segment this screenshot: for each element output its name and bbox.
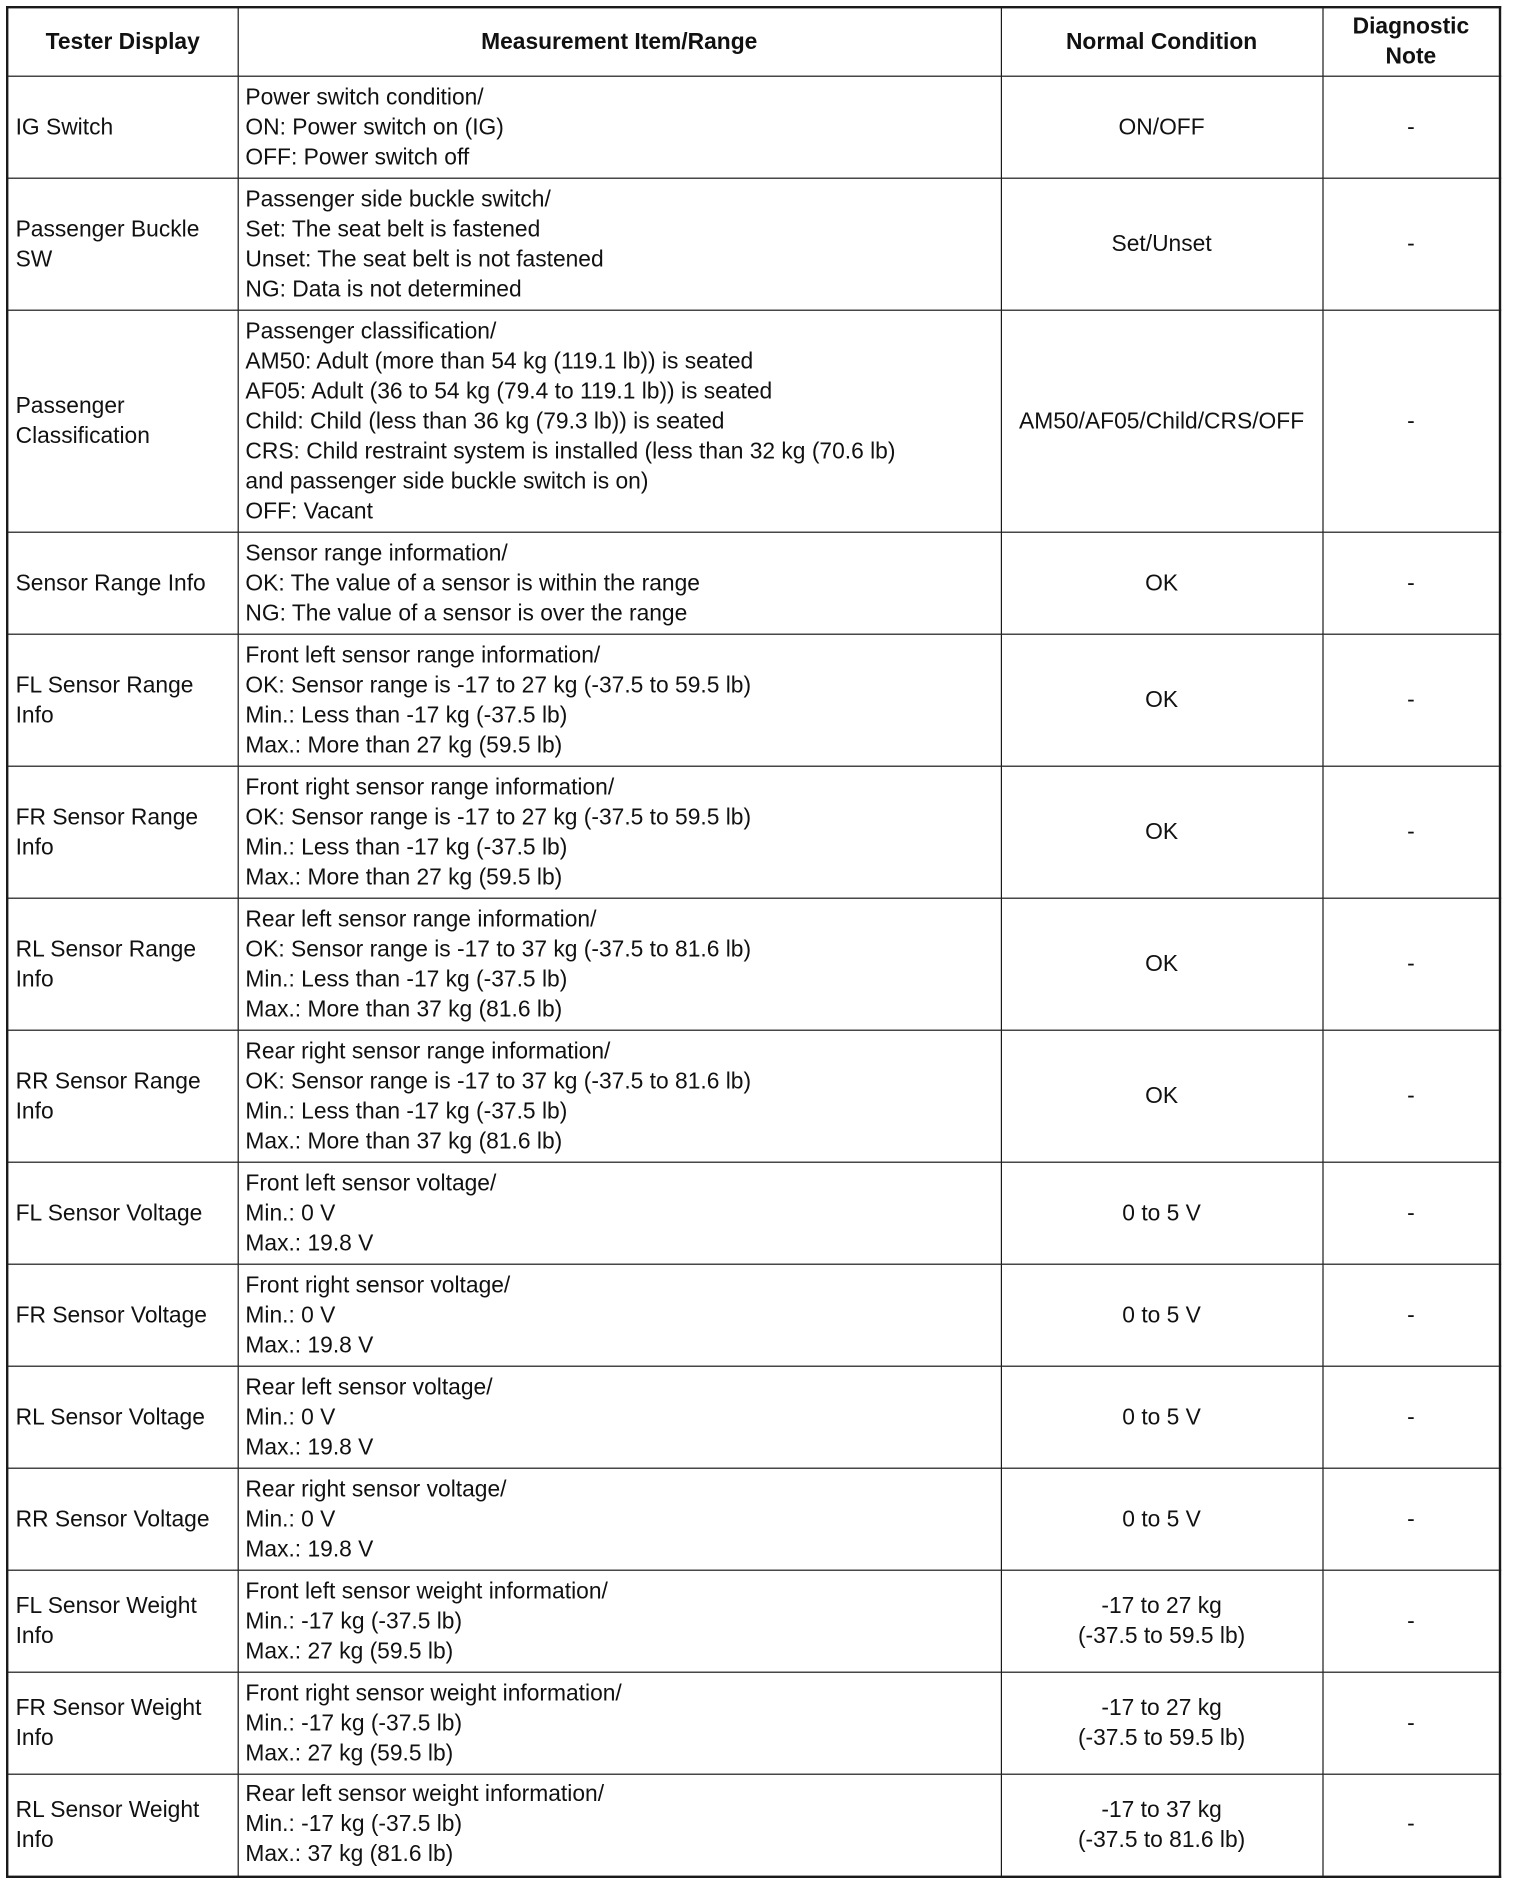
measurement-cell	[238, 1570, 1001, 1672]
normal-condition-line: OK	[1145, 687, 1179, 713]
normal-condition-cell	[1001, 1030, 1323, 1162]
measurement-cell	[238, 1366, 1001, 1468]
normal-condition-line: (-37.5 to 59.5 lb)	[1077, 1623, 1246, 1649]
header-measurement-item: Measurement Item/Range	[238, 7, 1001, 76]
measurement-cell	[238, 898, 1001, 1030]
diagnostic-note-cell: -	[1322, 310, 1500, 532]
table-header-row	[7, 7, 1500, 76]
diagnostic-note-cell: -	[1322, 634, 1500, 766]
measurement-line: Front right sensor weight information/	[245, 1680, 622, 1706]
normal-condition-line: -17 to 37 kg	[1101, 1797, 1222, 1823]
table-row	[7, 1468, 1500, 1570]
measurement-line: Min.: 0 V	[245, 1506, 336, 1532]
tester-display-cell: Passenger Buckle SW	[7, 178, 237, 310]
diagnostic-note-cell: -	[1322, 1030, 1500, 1162]
measurement-line: Rear left sensor voltage/	[245, 1374, 493, 1400]
normal-condition-line: Set/Unset	[1111, 231, 1212, 257]
normal-condition-cell	[1001, 1366, 1323, 1468]
measurement-cell	[238, 532, 1001, 634]
measurement-cell	[238, 1774, 1001, 1876]
header-tester-display: Tester Display	[7, 7, 237, 76]
measurement-line: Front right sensor voltage/	[245, 1272, 511, 1298]
table-row	[7, 1366, 1500, 1468]
measurement-cell	[238, 1162, 1001, 1264]
normal-condition-line: OK	[1145, 951, 1179, 977]
table-row	[7, 1030, 1500, 1162]
normal-condition-line: (-37.5 to 81.6 lb)	[1077, 1827, 1246, 1853]
header-note-line: Note	[1385, 44, 1437, 70]
tester-display-cell: FR Sensor Range Info	[7, 766, 237, 898]
diagnostic-note-cell: -	[1322, 1570, 1500, 1672]
diagnostic-note-cell: -	[1322, 1774, 1500, 1876]
measurement-line: Max.: 19.8 V	[245, 1536, 374, 1562]
tester-display-cell: RL Sensor Voltage	[7, 1366, 237, 1468]
measurement-line: Front left sensor voltage/	[245, 1170, 497, 1196]
measurement-line: Max.: 19.8 V	[245, 1230, 374, 1256]
normal-condition-line: OK	[1145, 570, 1179, 596]
diagnostic-note-cell: -	[1322, 532, 1500, 634]
measurement-line: Max.: 27 kg (59.5 lb)	[245, 1740, 454, 1766]
header-normal-condition: Normal Condition	[1001, 7, 1323, 76]
measurement-line: ON: Power switch on (IG)	[245, 114, 504, 140]
normal-condition-line: OK	[1145, 1083, 1179, 1109]
measurement-line: OK: Sensor range is -17 to 37 kg (-37.5 to 81.6 lb)	[245, 1068, 752, 1094]
header-diagnostic-note	[1322, 7, 1500, 76]
tester-display-cell: Sensor Range Info	[7, 532, 237, 634]
header-note-line: Diagnostic	[1352, 14, 1470, 40]
measurement-line: Front left sensor range information/	[245, 642, 601, 668]
table-row	[7, 310, 1500, 532]
tester-display-cell: FL Sensor Range Info	[7, 634, 237, 766]
normal-condition-line: OK	[1145, 819, 1179, 845]
normal-condition-cell	[1001, 532, 1323, 634]
data-list-table	[6, 6, 1501, 1877]
diagnostic-note-cell: -	[1322, 1366, 1500, 1468]
measurement-line: OK: Sensor range is -17 to 37 kg (-37.5 to 81.6 lb)	[245, 936, 752, 962]
measurement-cell	[238, 310, 1001, 532]
table-row	[7, 1264, 1500, 1366]
measurement-cell	[238, 1264, 1001, 1366]
measurement-line: NG: Data is not determined	[245, 276, 522, 302]
measurement-cell	[238, 178, 1001, 310]
measurement-line: OFF: Power switch off	[245, 144, 470, 170]
measurement-line: Rear right sensor range information/	[245, 1038, 611, 1064]
table-row	[7, 634, 1500, 766]
normal-condition-cell	[1001, 898, 1323, 1030]
measurement-line: and passenger side buckle switch is on)	[245, 468, 649, 494]
normal-condition-line: 0 to 5 V	[1122, 1302, 1201, 1328]
normal-condition-cell	[1001, 76, 1323, 178]
tester-display-cell: IG Switch	[7, 76, 237, 178]
measurement-cell	[238, 634, 1001, 766]
measurement-line: Max.: 19.8 V	[245, 1332, 374, 1358]
normal-condition-line: ON/OFF	[1118, 114, 1205, 140]
tester-display-cell: FR Sensor Weight Info	[7, 1672, 237, 1774]
diagnostic-note-cell: -	[1322, 898, 1500, 1030]
measurement-line: Min.: Less than -17 kg (-37.5 lb)	[245, 834, 568, 860]
measurement-line: CRS: Child restraint system is installed (less than 32 kg (70.6 lb)	[245, 438, 896, 464]
normal-condition-line: AM50/AF05/Child/CRS/OFF	[1019, 408, 1305, 434]
measurement-line: Min.: -17 kg (-37.5 lb)	[245, 1608, 463, 1634]
diagnostic-note-cell: -	[1322, 1264, 1500, 1366]
diagnostic-note-cell: -	[1322, 766, 1500, 898]
tester-display-cell: FR Sensor Voltage	[7, 1264, 237, 1366]
diagnostic-note-cell: -	[1322, 178, 1500, 310]
measurement-line: Min.: -17 kg (-37.5 lb)	[245, 1812, 463, 1838]
measurement-line: AM50: Adult (more than 54 kg (119.1 lb)) is seated	[245, 348, 754, 374]
normal-condition-cell	[1001, 766, 1323, 898]
measurement-line: Min.: Less than -17 kg (-37.5 lb)	[245, 702, 568, 728]
normal-condition-cell	[1001, 1468, 1323, 1570]
measurement-line: Min.: 0 V	[245, 1200, 336, 1226]
measurement-line: Min.: 0 V	[245, 1302, 336, 1328]
measurement-line: Unset: The seat belt is not fastened	[245, 246, 604, 272]
table-row	[7, 898, 1500, 1030]
diagnostic-note-cell: -	[1322, 1162, 1500, 1264]
measurement-line: Min.: -17 kg (-37.5 lb)	[245, 1710, 463, 1736]
table-body	[7, 76, 1500, 1876]
normal-condition-cell	[1001, 1774, 1323, 1876]
measurement-line: Sensor range information/	[245, 540, 508, 566]
measurement-line: OK: Sensor range is -17 to 27 kg (-37.5 to 59.5 lb)	[245, 672, 752, 698]
measurement-line: Max.: More than 37 kg (81.6 lb)	[245, 1128, 563, 1154]
measurement-line: Passenger side buckle switch/	[245, 186, 551, 212]
measurement-cell	[238, 1030, 1001, 1162]
measurement-line: Max.: 19.8 V	[245, 1434, 374, 1460]
normal-condition-cell	[1001, 1264, 1323, 1366]
measurement-line: Max.: 37 kg (81.6 lb)	[245, 1842, 454, 1868]
measurement-line: Rear left sensor weight information/	[245, 1782, 605, 1808]
normal-condition-line: (-37.5 to 59.5 lb)	[1077, 1725, 1246, 1751]
normal-condition-line: -17 to 27 kg	[1101, 1593, 1222, 1619]
measurement-line: Max.: More than 27 kg (59.5 lb)	[245, 864, 563, 890]
measurement-line: OFF: Vacant	[245, 498, 373, 524]
measurement-line: Min.: Less than -17 kg (-37.5 lb)	[245, 966, 568, 992]
table-row	[7, 766, 1500, 898]
table-row	[7, 1162, 1500, 1264]
normal-condition-line: -17 to 27 kg	[1101, 1695, 1222, 1721]
table-row	[7, 1774, 1500, 1876]
measurement-line: Rear right sensor voltage/	[245, 1476, 507, 1502]
normal-condition-cell	[1001, 1672, 1323, 1774]
tester-display-cell: RL Sensor Weight Info	[7, 1774, 237, 1876]
normal-condition-cell	[1001, 1162, 1323, 1264]
measurement-line: Passenger classification/	[245, 318, 497, 344]
measurement-cell	[238, 1672, 1001, 1774]
measurement-line: Power switch condition/	[245, 84, 484, 110]
diagnostic-note-cell: -	[1322, 76, 1500, 178]
tester-display-cell: Passenger Classification	[7, 310, 237, 532]
measurement-cell	[238, 76, 1001, 178]
measurement-line: Rear left sensor range information/	[245, 906, 597, 932]
measurement-line: Set: The seat belt is fastened	[245, 216, 541, 242]
measurement-line: OK: Sensor range is -17 to 27 kg (-37.5 to 59.5 lb)	[245, 804, 752, 830]
measurement-line: OK: The value of a sensor is within the range	[245, 570, 700, 596]
tester-display-cell: FL Sensor Weight Info	[7, 1570, 237, 1672]
table-row	[7, 532, 1500, 634]
diagnostic-note-cell: -	[1322, 1672, 1500, 1774]
tester-display-cell: FL Sensor Voltage	[7, 1162, 237, 1264]
normal-condition-line: 0 to 5 V	[1122, 1506, 1201, 1532]
measurement-line: Max.: 27 kg (59.5 lb)	[245, 1638, 454, 1664]
normal-condition-cell	[1001, 178, 1323, 310]
normal-condition-cell	[1001, 1570, 1323, 1672]
measurement-line: Min.: 0 V	[245, 1404, 336, 1430]
normal-condition-line: 0 to 5 V	[1122, 1200, 1201, 1226]
measurement-line: Min.: Less than -17 kg (-37.5 lb)	[245, 1098, 568, 1124]
measurement-line: Front left sensor weight information/	[245, 1578, 608, 1604]
measurement-line: Child: Child (less than 36 kg (79.3 lb)) is seated	[245, 408, 725, 434]
measurement-line: Max.: More than 27 kg (59.5 lb)	[245, 732, 563, 758]
normal-condition-cell	[1001, 310, 1323, 532]
diagnostic-note-cell: -	[1322, 1468, 1500, 1570]
measurement-cell	[238, 1468, 1001, 1570]
normal-condition-line: 0 to 5 V	[1122, 1404, 1201, 1430]
measurement-line: Front right sensor range information/	[245, 774, 615, 800]
measurement-cell	[238, 766, 1001, 898]
measurement-line: NG: The value of a sensor is over the range	[245, 600, 688, 626]
table-row	[7, 76, 1500, 178]
table-row	[7, 1672, 1500, 1774]
table-row	[7, 178, 1500, 310]
measurement-line: AF05: Adult (36 to 54 kg (79.4 to 119.1 lb)) is seated	[245, 378, 773, 404]
normal-condition-cell	[1001, 634, 1323, 766]
measurement-line: Max.: More than 37 kg (81.6 lb)	[245, 996, 563, 1022]
tester-display-cell: RR Sensor Voltage	[7, 1468, 237, 1570]
table-row	[7, 1570, 1500, 1672]
tester-display-cell: RL Sensor Range Info	[7, 898, 237, 1030]
tester-display-cell: RR Sensor Range Info	[7, 1030, 237, 1162]
